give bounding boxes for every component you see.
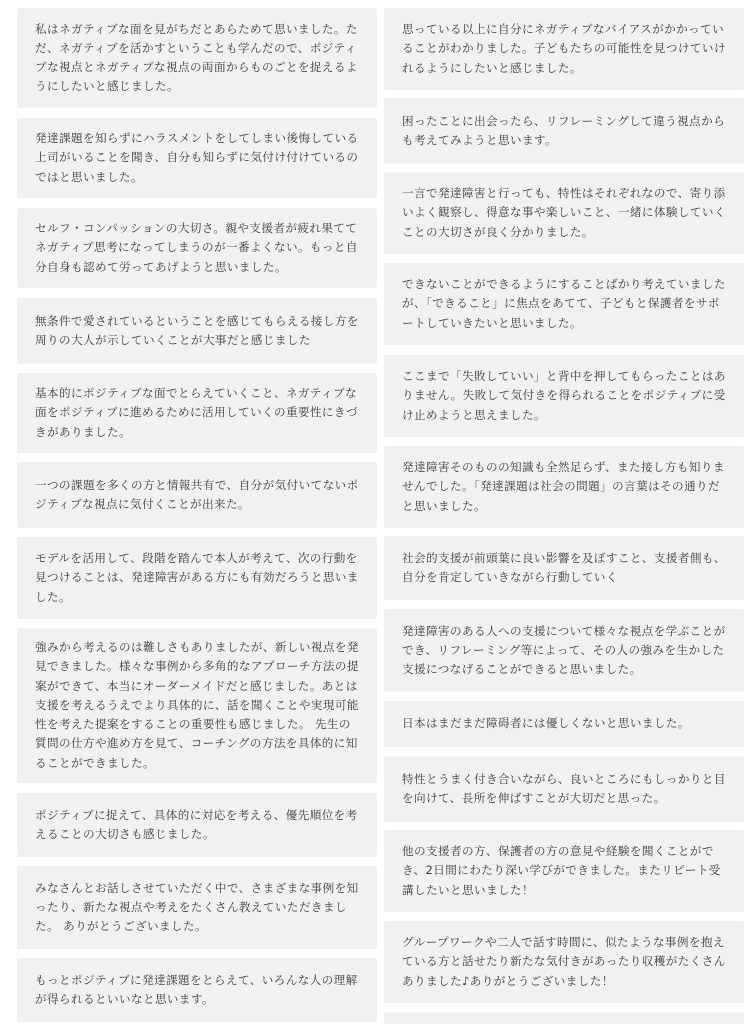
feedback-text: 発達課題を知らずにハラスメントをしてしまい後悔している上司がいることを聞き、自分も知らずに気付け付けているのではと思いました。 bbox=[35, 131, 359, 184]
feedback-card bbox=[17, 462, 377, 528]
feedback-text: 強みから考えるのは難しさもありましたが、新しい視点を発見できました。様々な事例から多角的なアプローチ方法の提案ができて、本当にオーダーメイドだと感じました。あとは支援を考えるうえでより具体的に、話を聞くことや実現可能性を考えた提案をすることの重要性も感じました。 先生の質問の仕方や進め方を見て、コーチングの方法を具体的に知ることができました。 bbox=[35, 640, 359, 770]
feedback-text: 無条件で愛されているということを感じてもらえる接し方を周りの大人が示していくことが大事だと感じました bbox=[35, 313, 359, 347]
feedback-card bbox=[384, 263, 744, 345]
feedback-text: ここまで「失敗していい」と背中を押してもらったことはありません。失敗して気付きを得られることをポジティブに受け止めようと思えました。 bbox=[402, 369, 726, 422]
feedback-text: 基本的にポジティブな面でとらえていくこと、ネガティブな面をポジティブに進めるために活用していくの重要性にきづきがありました。 bbox=[35, 386, 358, 439]
feedback-card bbox=[384, 8, 744, 90]
feedback-text: ポジティブに捉えて、具体的に対応を考える、優先順位を考えることの大切さも感じました。 bbox=[35, 807, 358, 841]
feedback-text: 一つの課題を多くの方と情報共有で、自分が気付いてないポジティブな視点に気付くことが出来た。 bbox=[35, 477, 359, 511]
feedback-card bbox=[17, 628, 377, 783]
feedback-text: モデルを活用して、段階を踏んで本人が考えて、次の行動を見つけることは、発達障害がある方にも有効だろうと思いました。 bbox=[35, 551, 359, 604]
feedback-text: 思っている以上に自分にネガティブなバイアスがかかっていることがわかりました。子どもたちの可能性を見つけていけれるようにしたいと感じました。 bbox=[402, 22, 726, 75]
feedback-card bbox=[17, 208, 377, 288]
feedback-text: 特性とうまく付き合いながら、良いところにもしっかりと目を向けて、長所を伸ばすことが大切だと思った。 bbox=[402, 771, 726, 805]
feedback-card bbox=[17, 866, 377, 949]
feedback-text: 私はネガティブな面を見がちだとあらためて思いました。ただ、ネガティブを活かすということも学んだので、ポジティブな視点とネガティブな視点の両面からものごとを捉えるようにしたいと感じました。 bbox=[35, 21, 358, 94]
feedback-card bbox=[384, 98, 744, 164]
feedback-text: 困ったことに出会ったら、リフレーミングして違う視点からも考えてみようと思います。 bbox=[402, 113, 726, 147]
feedback-card bbox=[384, 701, 744, 747]
feedback-text: 発達障害のある人への支援について様々な視点を学ぶことができ、リフレーミング等によって、その人の強みを生かした支援につなげることができると思いました。 bbox=[402, 623, 726, 677]
feedback-text: 日本はまだまだ障碍者には優しくないと思いました。 bbox=[402, 716, 690, 731]
feedback-card bbox=[384, 355, 744, 437]
feedback-card bbox=[17, 118, 377, 198]
feedback-text: 発達障害そのものの知識も全然足らず、また接し方も知りませんでした。「発達課題は社会の問題」の言葉はその通りだと思いました。 bbox=[402, 460, 725, 513]
feedback-text: セルフ・コンパッションの大切さ。親や支援者が疲れ果ててネガティブ思考になってしまうのが一番よくない。もっと自分自身も認めて労ってあげようと思いました。 bbox=[35, 221, 358, 274]
feedback-card bbox=[17, 298, 377, 364]
feedback-card bbox=[384, 756, 744, 822]
feedback-card bbox=[384, 609, 744, 692]
feedback-card bbox=[384, 172, 744, 254]
feedback-card bbox=[384, 536, 744, 600]
feedback-card bbox=[17, 8, 377, 108]
feedback-card bbox=[17, 958, 377, 1022]
feedback-card bbox=[384, 921, 744, 1003]
feedback-text: 社会的支援が前頭葉に良い影響を及ぼすこと、支援者側も、自分を肯定していきながら行動していく bbox=[402, 550, 726, 584]
feedback-text: もっとポジティブに発達課題をとらえて、いろんな人の理解が得られるといいなと思います。 bbox=[35, 972, 358, 1006]
feedback-card bbox=[17, 537, 377, 619]
feedback-text: みなさんとお話しさせていただく中で、さまざまな事例を知ったり、新たな視点や考えをたくさん教えていただきました。 ありがとうございました。 bbox=[35, 880, 359, 934]
feedback-card bbox=[384, 830, 744, 912]
feedback-card bbox=[17, 373, 377, 453]
feedback-card bbox=[384, 446, 744, 528]
feedback-card bbox=[17, 793, 377, 857]
feedback-card bbox=[384, 1012, 744, 1024]
feedback-text: グループワークや二人で話す時間に、似たような事例を抱えている方と話せたり新たな気付きがあったり収穫がたくさんありました♪ありがとうございました！ bbox=[402, 935, 726, 988]
feedback-text: 一言で発達障害と行っても、特性はそれぞれなので、寄り添いよく観察し、得意な事や楽しいこと、一緒に体験していくことの大切さが良く分かりました。 bbox=[402, 186, 726, 239]
feedback-text: できないことができるようにすることばかり考えていましたが、「できること」に焦点をあてて、子どもと保護者をサポートしていきたいと思いました。 bbox=[402, 277, 726, 330]
feedback-text: 他の支援者の方、保護者の方の意見や経験を聞くことができ、2日間にわたり深い学びができました。またリピート受講したいと思いました！ bbox=[402, 844, 721, 897]
